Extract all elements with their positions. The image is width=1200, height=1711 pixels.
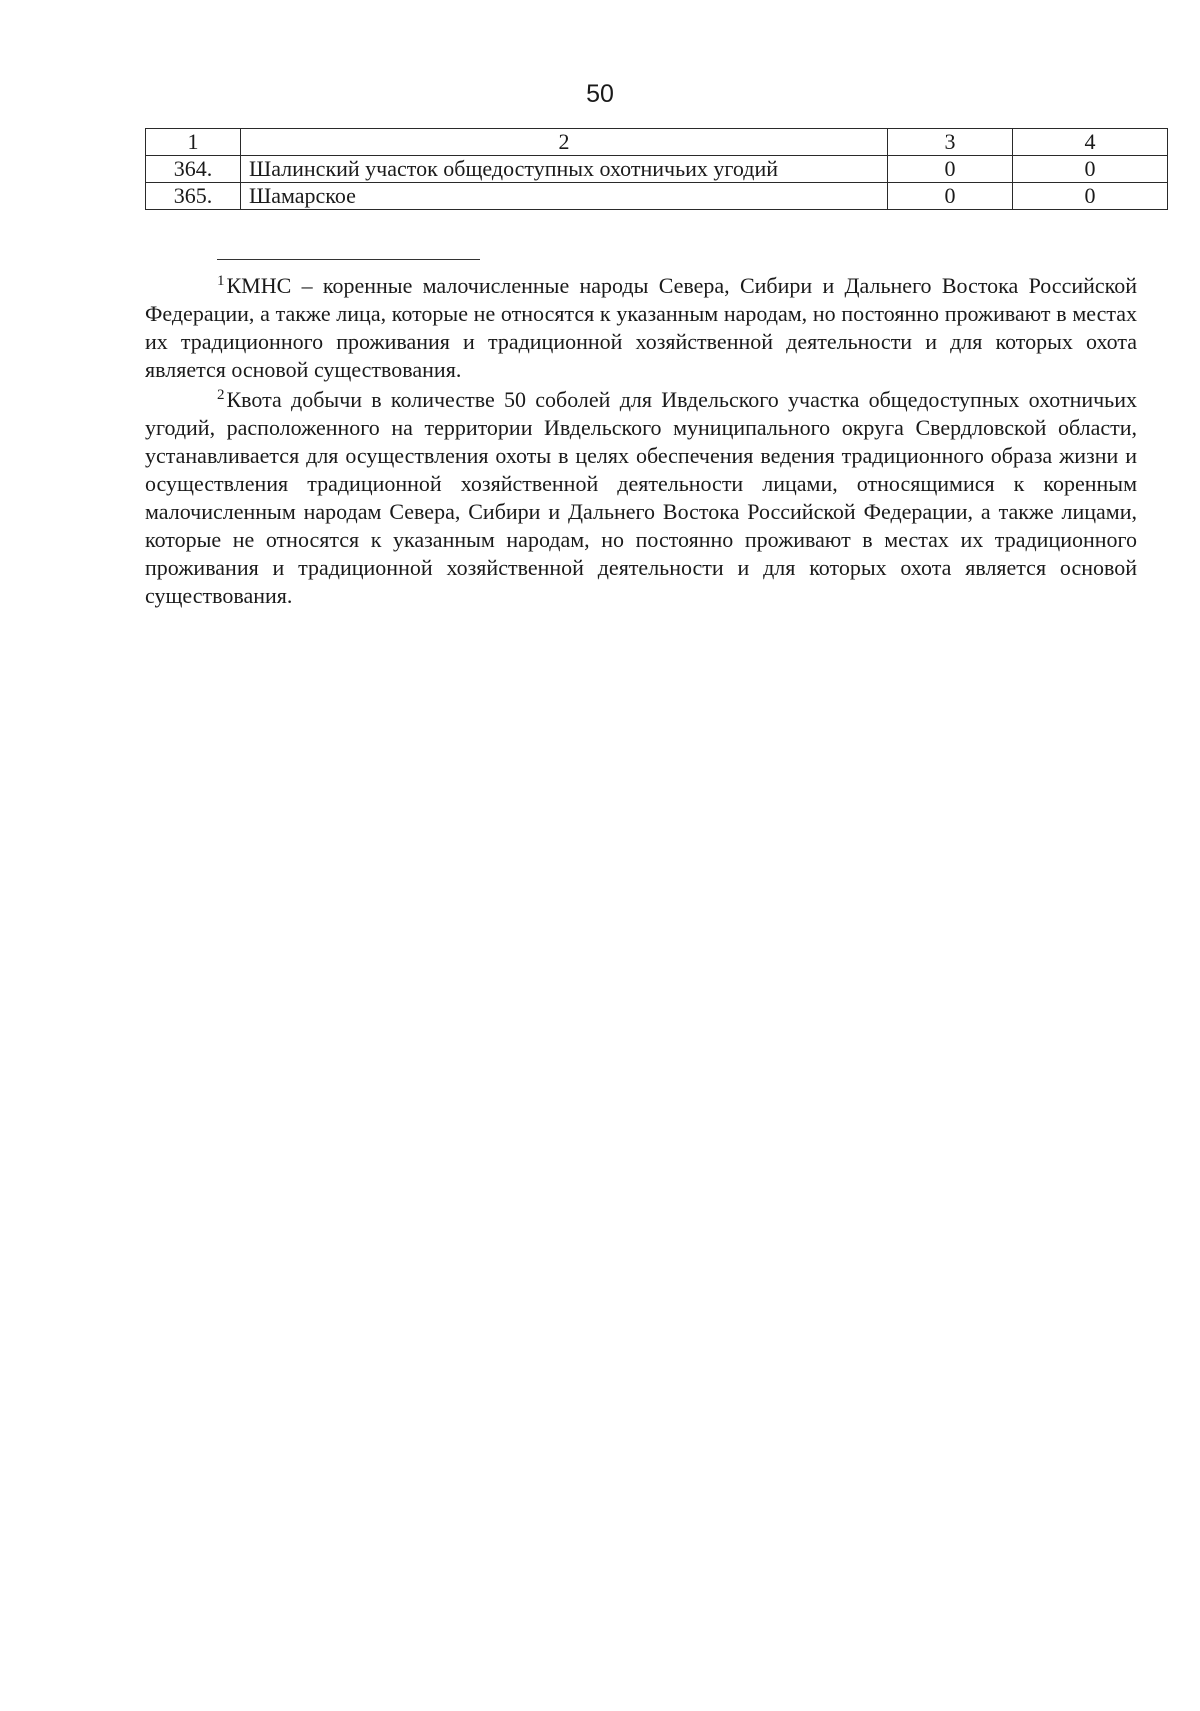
hunting-ground-name: Шалинский участок общедоступных охотничьих угодий [241, 156, 888, 183]
table-row [146, 156, 1168, 183]
footnote-mark: 1 [217, 273, 225, 289]
page-number: 50 [586, 80, 614, 108]
footnote-text: Квота добычи в количестве 50 соболей для Ивдельского участка общедоступных охотничьих угодий, расположенного на территории Ивдельского муниципального округа Свердловской области, устанавливается для осуществления охоты в целях обеспечения ведения традиционного образа жизни и осуществления традиционной хозяйственной деятельности лицами, относящимися к коренным малочисленным народам Севера, Сибири и Дальнего Востока Российской Федерации, а также лицами, которые не относятся к указанным народам, но постоянно проживают в местах их традиционного проживания и традиционной хозяйственной деятельности и для которых охота является основой существования. [145, 387, 1137, 608]
header-cell-1: 1 [146, 129, 241, 156]
footnote-1 [145, 272, 1137, 384]
quota-value-col3: 0 [888, 156, 1013, 183]
header-cell-2: 2 [241, 129, 888, 156]
footnote-separator [217, 259, 480, 260]
quota-value-col4: 0 [1013, 156, 1168, 183]
quota-value-col3: 0 [888, 183, 1013, 210]
footnotes [145, 272, 1137, 612]
quota-value-col4: 0 [1013, 183, 1168, 210]
table-row [146, 183, 1168, 210]
header-cell-4: 4 [1013, 129, 1168, 156]
header-cell-3: 3 [888, 129, 1013, 156]
row-number: 365. [146, 183, 241, 210]
quota-table [145, 128, 1168, 210]
table-header-row [146, 129, 1168, 156]
hunting-ground-name: Шамарское [241, 183, 888, 210]
row-number: 364. [146, 156, 241, 183]
footnote-mark: 2 [217, 387, 225, 403]
footnote-text: КМНС – коренные малочисленные народы Севера, Сибири и Дальнего Востока Российской Федерации, а также лица, которые не относятся к указанным народам, но постоянно проживают в местах их традиционного проживания и традиционной хозяйственной деятельности и для которых охота является основой существования. [145, 273, 1137, 382]
footnote-2 [145, 386, 1137, 610]
